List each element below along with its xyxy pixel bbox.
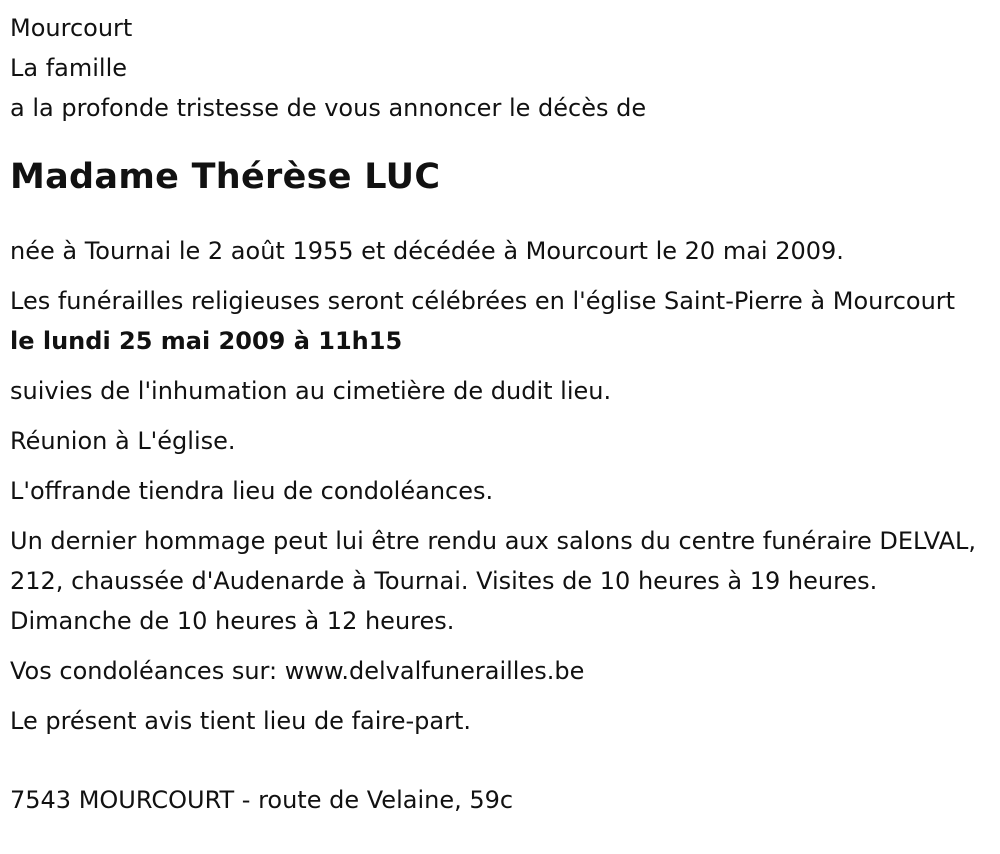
funeral-datetime: le lundi 25 mai 2009 à 11h15 [10, 327, 403, 355]
obituary-notice [10, 8, 985, 820]
condolences-paragraph [10, 651, 985, 691]
burial-paragraph: suivies de l'inhumation au cimetière de dudit lieu. [10, 377, 612, 405]
funeral-paragraph [10, 281, 985, 361]
family-line: La famille [10, 54, 128, 82]
birth-death-paragraph: née à Tournai le 2 août 1955 et décédée à Mourcourt le 20 mai 2009. [10, 237, 844, 265]
funeral-text: Les funérailles religieuses seront célébrées en l'église Saint-Pierre à Mourcourt [10, 287, 956, 315]
announcement-line: a la profonde tristesse de vous annoncer le décès de [10, 94, 647, 122]
header [10, 8, 985, 128]
condolences-label: Vos condoléances sur: [10, 657, 285, 685]
address-line: 7543 MOURCOURT - route de Velaine, 59c [10, 786, 514, 814]
condolences-url: www.delvalfunerailles.be [284, 657, 585, 685]
tribute-paragraph: Un dernier hommage peut lui être rendu aux salons du centre funéraire DELVAL, 212, chaussée d'Audenarde à Tournai. Visites de 10 heures à 19 heures. Dimanche de 10 heures à 12 heures. [10, 527, 977, 635]
deceased-name: Madame Thérèse LUC [10, 157, 441, 197]
meeting-paragraph: Réunion à L'église. [10, 427, 236, 455]
offering-paragraph: L'offrande tiendra lieu de condoléances. [10, 477, 494, 505]
location-line: Mourcourt [10, 14, 133, 42]
notice-paragraph: Le présent avis tient lieu de faire-part. [10, 707, 472, 735]
